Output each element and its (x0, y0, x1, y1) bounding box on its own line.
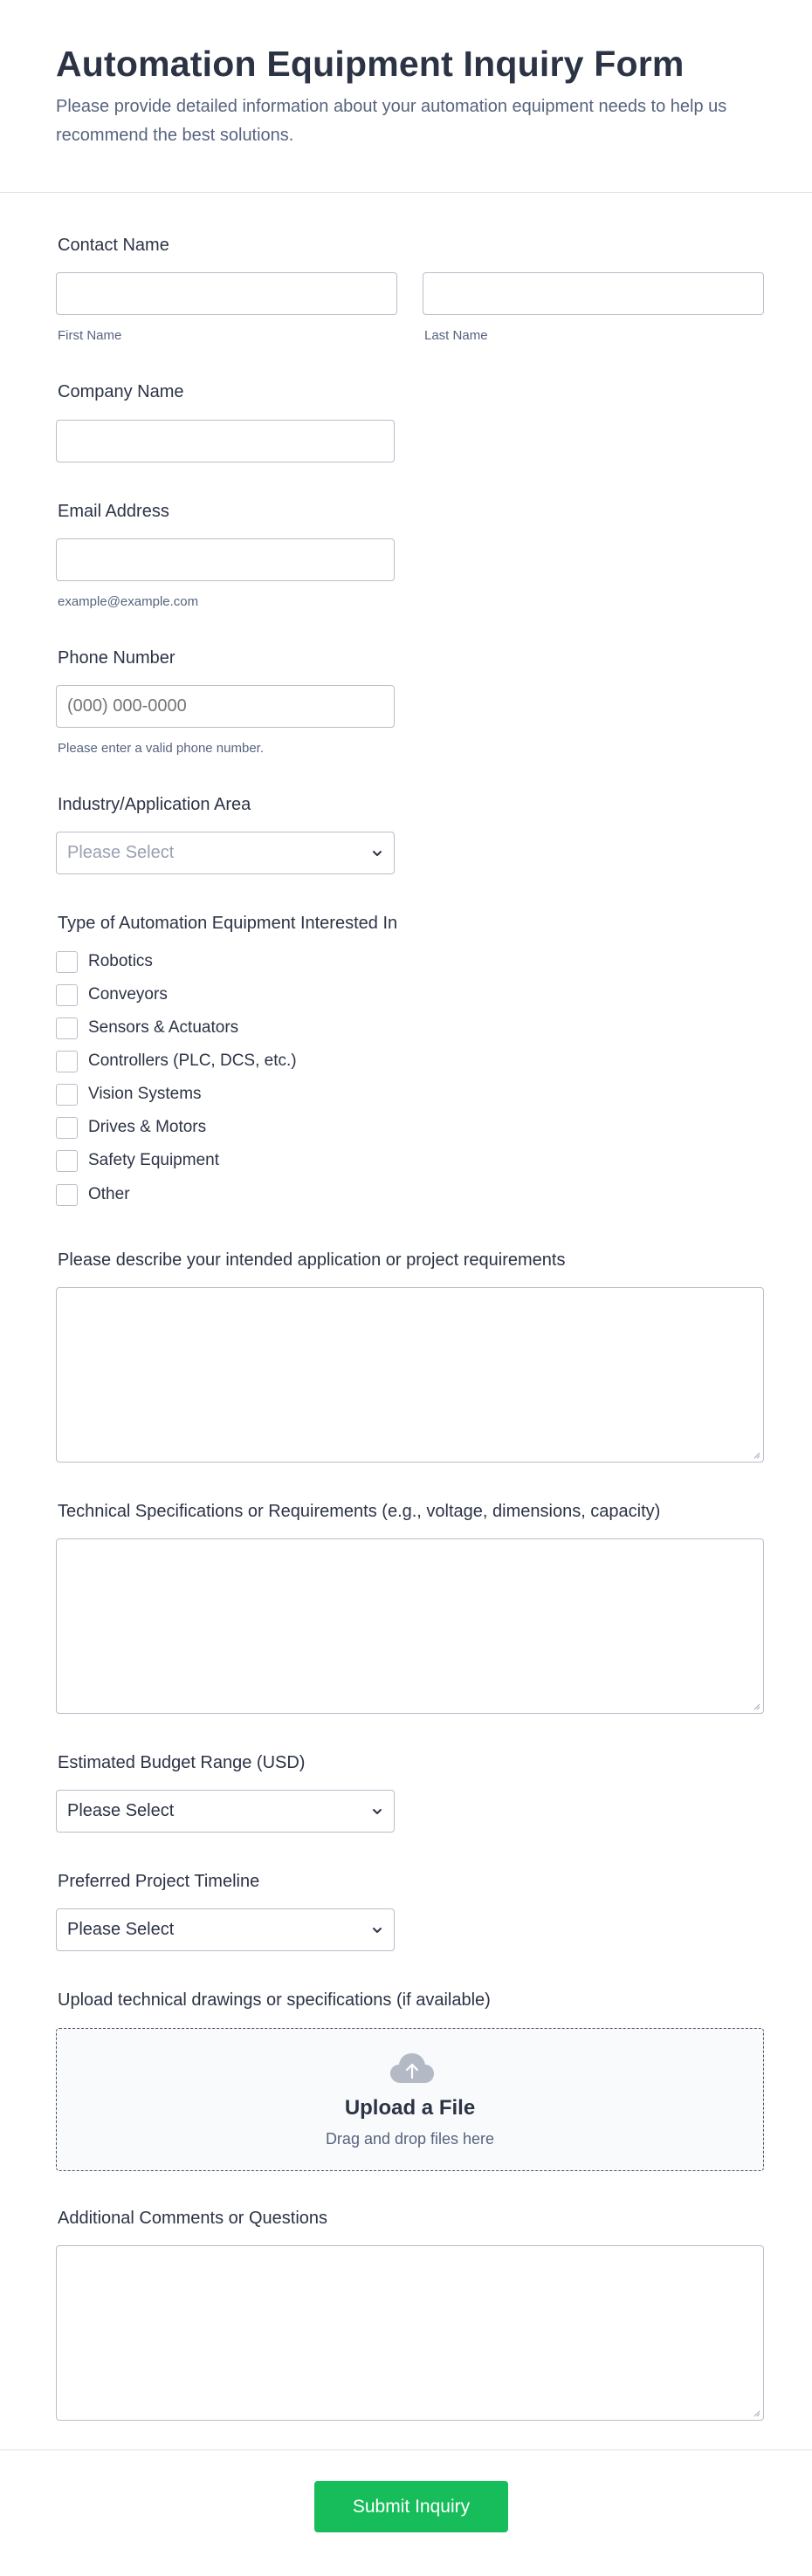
specs-label: Technical Specifications or Requirements (e.g., voltage, dimensions, capacity) (58, 1502, 661, 1521)
submit-inquiry-button[interactable]: Submit Inquiry (314, 2481, 508, 2532)
checkbox-label: Drives & Motors (88, 1118, 207, 1136)
cloud-upload-icon (389, 2052, 435, 2085)
budget-select[interactable] (56, 1790, 395, 1833)
specs-textarea[interactable] (56, 1538, 764, 1714)
company-name-label: Company Name (58, 382, 184, 401)
comments-textarea[interactable] (56, 2245, 764, 2421)
last-name-input[interactable] (423, 272, 764, 315)
company-name-input[interactable] (56, 420, 395, 462)
checkbox-label: Robotics (88, 952, 153, 970)
contact-name-label: Contact Name (58, 236, 169, 255)
last-name-sublabel: Last Name (424, 328, 488, 343)
upload-hint: Drag and drop files here (325, 2130, 495, 2148)
industry-select[interactable] (56, 832, 395, 874)
checkbox-box[interactable] (56, 1150, 78, 1172)
page-title: Automation Equipment Inquiry Form (56, 44, 685, 84)
timeline-select[interactable] (56, 1908, 395, 1951)
form-description: Please provide detailed information about your automation equipment needs to help us recommend the best solutions. (56, 97, 727, 145)
budget-select-value: Please Select (67, 1801, 175, 1820)
timeline-label: Preferred Project Timeline (58, 1872, 260, 1891)
email-input[interactable] (56, 538, 395, 581)
checkbox-box[interactable] (56, 951, 78, 973)
first-name-input[interactable] (56, 272, 397, 315)
timeline-select-value: Please Select (67, 1920, 175, 1939)
resize-grip-icon[interactable] (752, 1702, 760, 1710)
checkbox-box[interactable] (56, 1051, 78, 1072)
checkbox-label: Vision Systems (88, 1085, 202, 1103)
checkbox-label: Conveyors (88, 985, 168, 1004)
chevron-down-icon (371, 1805, 383, 1818)
chevron-down-icon (371, 1924, 383, 1936)
checkbox-box[interactable] (56, 1184, 78, 1206)
checkbox-label: Controllers (PLC, DCS, etc.) (88, 1052, 297, 1070)
file-upload-dropzone[interactable] (56, 2028, 764, 2171)
checkbox-label: Sensors & Actuators (88, 1018, 239, 1037)
phone-sublabel: Please enter a valid phone number. (58, 741, 264, 756)
application-textarea[interactable] (56, 1287, 764, 1463)
upload-title: Upload a File (344, 2096, 476, 2120)
checkbox-box[interactable] (56, 1017, 78, 1039)
phone-input[interactable] (56, 685, 395, 728)
chevron-down-icon (371, 847, 383, 860)
upload-label: Upload technical drawings or specifications (if available) (58, 1990, 491, 2010)
comments-label: Additional Comments or Questions (58, 2209, 328, 2228)
first-name-sublabel: First Name (58, 328, 122, 343)
email-label: Email Address (58, 502, 169, 521)
industry-label: Industry/Application Area (58, 795, 251, 814)
checkbox-box[interactable] (56, 984, 78, 1006)
resize-grip-icon[interactable] (752, 1450, 760, 1459)
industry-select-value: Please Select (67, 843, 175, 862)
footer-divider (0, 2449, 812, 2450)
equipment-type-label: Type of Automation Equipment Interested In (58, 914, 398, 933)
checkbox-box[interactable] (56, 1084, 78, 1106)
application-label: Please describe your intended application or project requirements (58, 1250, 566, 1270)
form-header (0, 0, 812, 193)
checkbox-label: Other (88, 1185, 130, 1203)
budget-label: Estimated Budget Range (USD) (58, 1753, 306, 1772)
checkbox-box[interactable] (56, 1117, 78, 1139)
resize-grip-icon[interactable] (752, 2408, 760, 2417)
email-sublabel: example@example.com (58, 594, 199, 609)
phone-label: Phone Number (58, 648, 175, 668)
checkbox-label: Safety Equipment (88, 1151, 219, 1169)
